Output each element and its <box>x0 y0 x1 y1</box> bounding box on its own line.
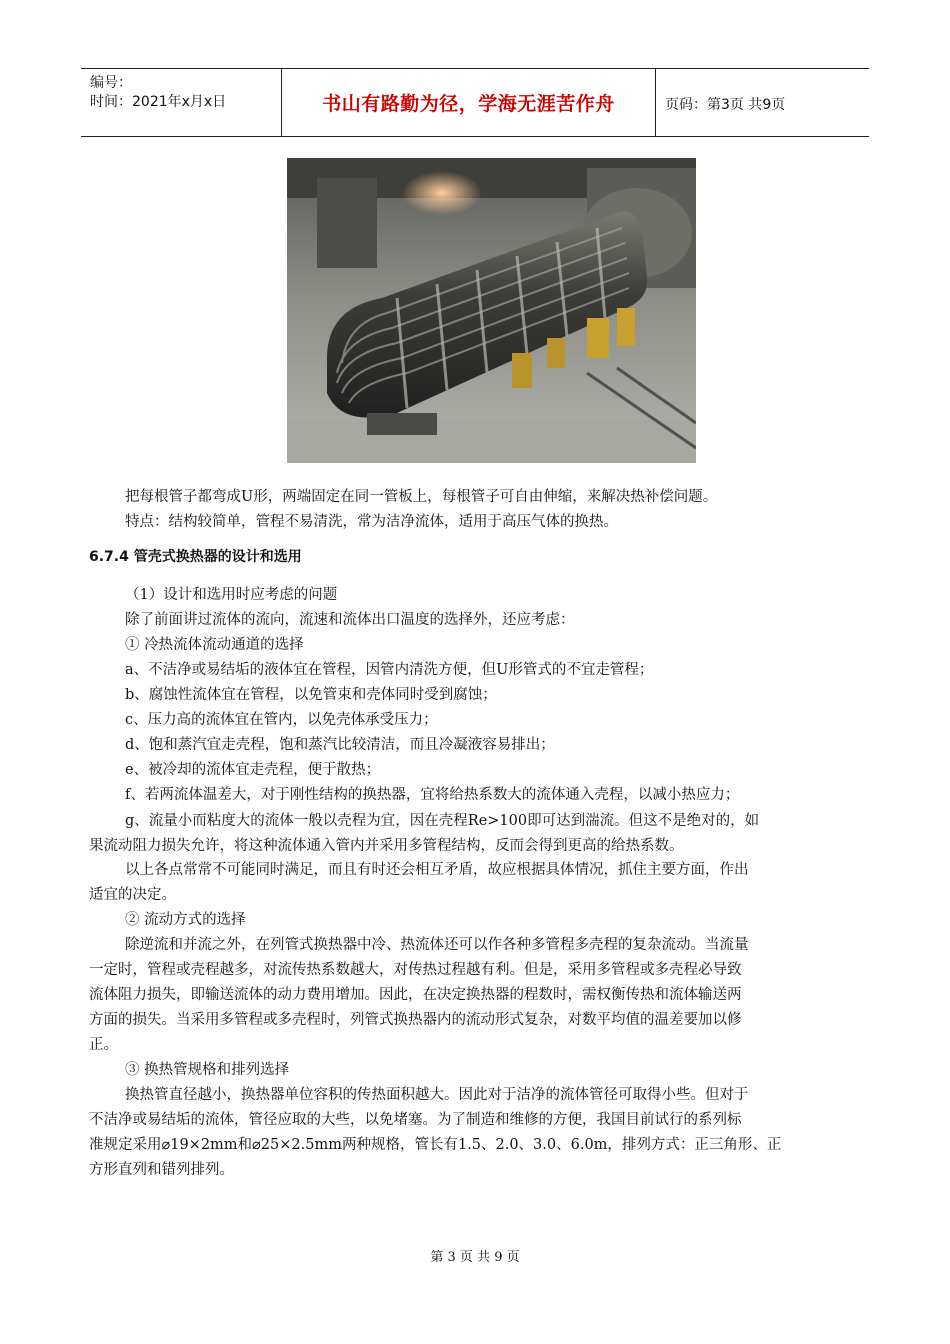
tube-line3: 准规定采用⌀19×2mm和⌀25×2.5mm两种规格，管长有1.5、2.0、3.0、6.0m，排列方式：正三角形、正 <box>89 1137 782 1153</box>
motto: 书山有路勤为径，学海无涯苦作舟 <box>322 93 615 115</box>
subsection-title: （1）设计和选用时应考虑的问题 <box>125 587 338 603</box>
tube-line1: 换热管直径越小，换热器单位容积的传热面积越大。因此对于洁净的流体管径可取得小些。但对于 <box>125 1087 749 1103</box>
flow-line5: 正。 <box>89 1037 118 1053</box>
summary-line2: 适宜的决定。 <box>89 887 176 903</box>
list-item-a: a、不洁净或易结垢的液体宜在管程，因管内清洗方便，但U形管式的不宜走管程； <box>125 662 654 678</box>
heat-exchanger-illustration <box>287 158 696 463</box>
paragraph-u-tube: 把每根管子都弯成U形，两端固定在同一管板上，每根管子可自由伸缩，来解决热补偿问题。 <box>125 489 718 505</box>
paragraph-intro: 除了前面讲过流体的流向，流速和流体出口温度的选择外，还应考虑： <box>125 612 575 628</box>
tube-line2: 不洁净或易结垢的流体，管径应取的大些，以免堵塞。为了制造和维修的方便，我国目前试行的系列标 <box>89 1112 742 1128</box>
paragraph-features: 特点：结构较简单，管程不易清洗，常为洁净流体，适用于高压气体的换热。 <box>125 514 618 530</box>
page-label: 页码：第3页 共9页 <box>665 97 786 113</box>
list-item-f: f、若两流体温差大，对于刚性结构的换热器，宜将给热系数大的流体通入壳程，以减小热应力； <box>125 787 740 803</box>
header-page-cell <box>656 69 869 136</box>
item3-title: ③ 换热管规格和排列选择 <box>125 1062 290 1078</box>
list-item-g-line2: 果流动阻力损失允许，将这种流体通入管内并采用多管程结构，反而会得到更高的给热系数。 <box>89 838 684 854</box>
list-item-d: d、饱和蒸汽宜走壳程，饱和蒸汽比较清洁，而且冷凝液容易排出； <box>125 737 555 753</box>
flow-line3: 流体阻力损失，即输送流体的动力费用增加。因此，在决定换热器的程数时，需权衡传热和流体输送两 <box>89 987 742 1003</box>
header-meta-cell <box>81 69 282 136</box>
item2-title: ② 流动方式的选择 <box>125 912 246 928</box>
flow-line1: 除逆流和并流之外，在列管式换热器中冷、热流体还可以作各种多管程多壳程的复杂流动。当流量 <box>125 937 749 953</box>
header-motto-cell <box>282 69 656 136</box>
item1-title: ① 冷热流体流动通道的选择 <box>125 637 304 653</box>
list-item-c: c、压力高的流体宜在管内，以免壳体承受压力； <box>125 712 438 728</box>
list-item-b: b、腐蚀性流体宜在管程，以免管束和壳体同时受到腐蚀； <box>125 687 497 703</box>
list-item-e: e、被冷却的流体宜走壳程，便于散热； <box>125 762 381 778</box>
number-label: 编号： <box>90 75 132 91</box>
section-title: 6.7.4 管壳式换热器的设计和选用 <box>89 549 302 565</box>
date-label: 时间：2021年x月x日 <box>90 94 227 110</box>
page-header <box>81 68 869 137</box>
heat-exchanger-photo <box>287 158 696 463</box>
tube-line4: 方形直列和错列排列。 <box>89 1162 234 1178</box>
list-item-g-line1: g、流量小而粘度大的流体一般以壳程为宜，因在壳程Re>100即可达到湍流。但这不是绝对的，如 <box>125 813 760 829</box>
summary-line1: 以上各点常常不可能同时满足，而且有时还会相互矛盾，故应根据具体情况，抓住主要方面，作出 <box>125 862 749 878</box>
flow-line4: 方面的损失。当采用多管程或多壳程时，列管式换热器内的流动形式复杂，对数平均值的温差要加以修 <box>89 1012 742 1028</box>
page-footer: 第 3 页 共 9 页 <box>430 1250 520 1265</box>
flow-line2: 一定时，管程或壳程越多，对流传热系数越大，对传热过程越有利。但是，采用多管程或多壳程必导致 <box>89 962 742 978</box>
